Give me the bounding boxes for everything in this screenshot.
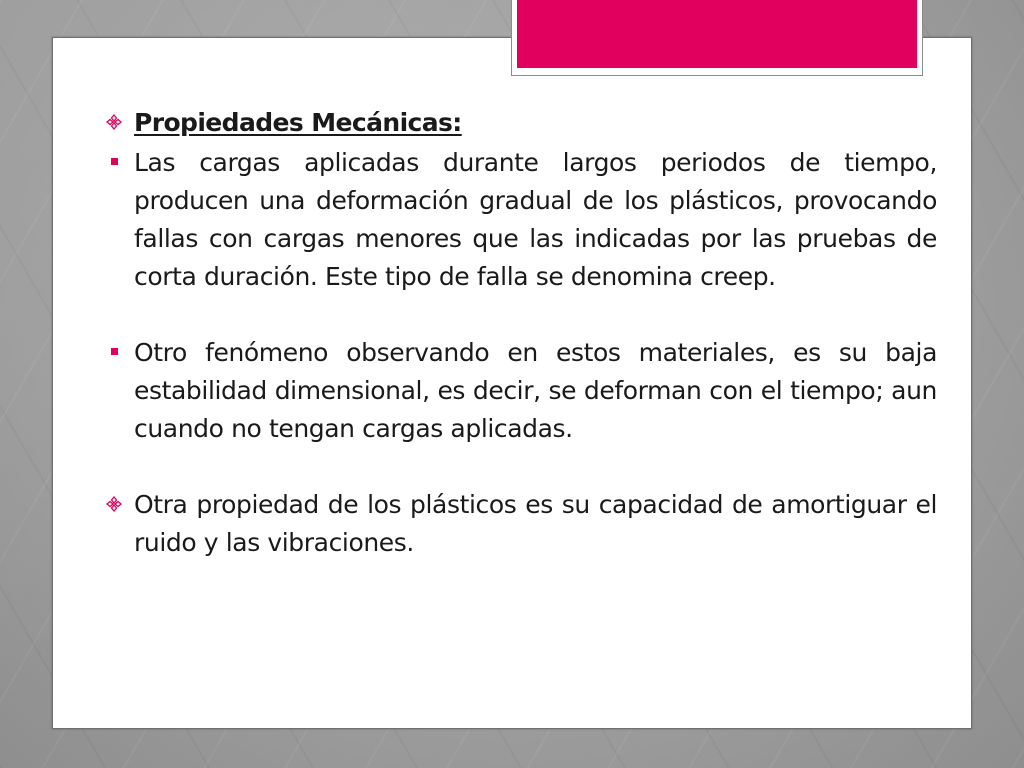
square-bullet-icon — [103, 144, 125, 182]
heading-item — [103, 104, 937, 142]
list-item — [103, 486, 937, 562]
diamond-bullet-icon — [103, 486, 125, 524]
square-bullet-icon — [103, 334, 125, 372]
slide-heading: Propiedades Mecánicas: — [134, 108, 462, 137]
bullet-text: Las cargas aplicadas durante largos periodos de tiempo, producen una deformación gradual de los plásticos, provocando fallas con cargas menores que las indicadas por las pruebas de corta duración. Este tipo de falla se denomina creep. — [134, 148, 937, 291]
bullet-text: Otra propiedad de los plásticos es su capacidad de amortiguar el ruido y las vibraciones. — [134, 490, 937, 557]
list-item — [103, 144, 937, 296]
list-item — [103, 334, 937, 448]
accent-header-bar — [517, 0, 917, 68]
diamond-bullet-icon — [103, 104, 125, 142]
accent-header-frame — [511, 0, 923, 76]
slide-content — [103, 104, 937, 562]
bullet-text: Otro fenómeno observando en estos materiales, es su baja estabilidad dimensional, es decir, se deforman con el tiempo; aun cuando no tengan cargas aplicadas. — [134, 338, 937, 443]
